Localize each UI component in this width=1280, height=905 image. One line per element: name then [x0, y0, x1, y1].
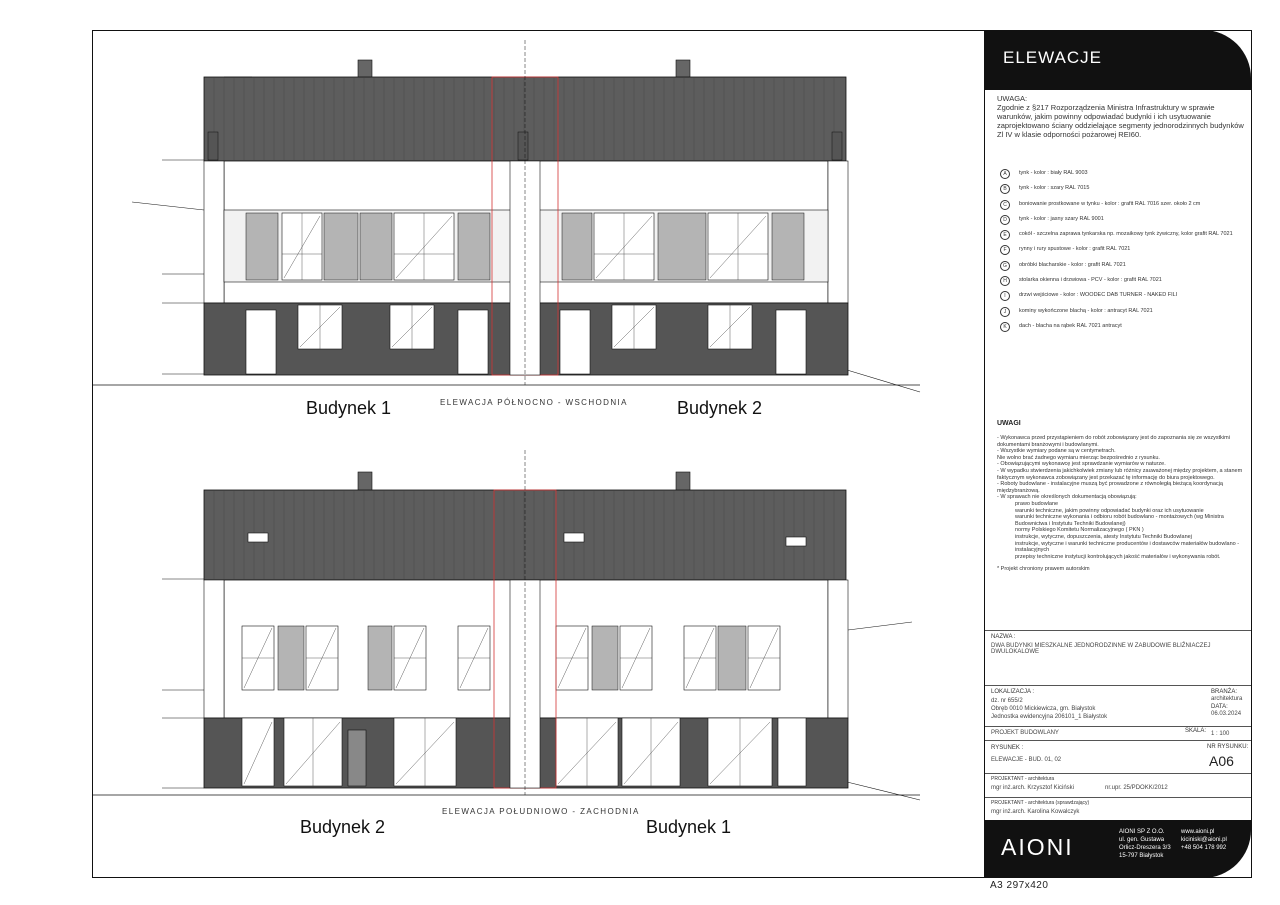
legend-text: cokół - szczelna zaprawa tynkarska np. mozaikowy tynk żywiczny, kolor grafit RAL 7021 — [1019, 231, 1233, 238]
legend-text: tynk - kolor : szary RAL 7015 — [1019, 185, 1090, 192]
note-subitem: przepisy techniczne instytucji kontrolujących jakość materiałów i wykonywania robót. — [1015, 553, 1221, 560]
legend-key: I — [1000, 291, 1010, 301]
elevation-bottom — [92, 450, 920, 800]
info-nazwa — [985, 630, 1251, 685]
lokalizacja-label: LOKALIZACJA : — [991, 689, 1035, 695]
lokalizacja-line: dz. nr 655/2 — [991, 698, 1023, 704]
note-item: - W sprawach nie określonych dokumentacją obowiązują: — [997, 494, 1137, 501]
rysunek-value: ELEWACJE - BUD. 01, 02 — [991, 757, 1062, 763]
legend-key: H — [1000, 276, 1010, 286]
nazwa-value: DWA BUDYNKI MIESZKALNE JEDNORODZINNE W ZABUDOWIE BLIŹNIACZEJ DWULOKALOWE — [991, 643, 1211, 655]
note-item: Nie wolno brać żadnego wymiaru mierząc bezpośrednio z rysunku. — [997, 454, 1160, 461]
copyright-note: * Projekt chroniony prawem autorskim — [997, 566, 1090, 573]
legend-row — [997, 229, 1247, 244]
info-sprawdzajacy — [985, 797, 1251, 820]
note-item: - Obowiązującymi wykonawcę jest sprawdzanie wymiarów w naturze. — [997, 461, 1166, 468]
sheet-title: ELEWACJE — [1003, 48, 1103, 67]
note-subitem: instrukcje, wytyczne i warunki techniczne producentów i dostawców materiałów budowlano - instalacyjnych — [1015, 540, 1240, 554]
legend-key: E — [1000, 230, 1010, 240]
material-legend — [997, 168, 1247, 336]
info-projektant — [985, 773, 1251, 797]
legend-text: stolarka okienna i drzwiowa - PCV - kolor : grafit RAL 7021 — [1019, 277, 1162, 284]
note-subitem: warunki techniczne, jakim powinny odpowiadać budynki oraz ich usytuowanie — [1015, 507, 1204, 514]
note-item: - Wszystkie wymiary podane są w centymetrach. — [997, 448, 1116, 455]
legend-key: F — [1000, 245, 1010, 255]
note-subitem: prawo budowlane — [1015, 500, 1059, 507]
note-item: - Wykonawca przed przystąpieniem do robót zobowiązany jest do zapoznania się ze wszystkimi dokumentami branżowymi i budowlanymi. — [997, 435, 1230, 448]
legend-key: G — [1000, 261, 1010, 271]
note-subitem: instrukcje, wytyczne, dopuszczenia, atesty Instytutu Techniki Budowlanej — [1015, 533, 1192, 540]
company-logo: AIONI — [1001, 834, 1074, 860]
info-projekt — [985, 726, 1251, 740]
legend-key: A — [1000, 169, 1010, 179]
projektant-label: PROJEKTANT - architektura — [991, 776, 1055, 782]
company-address: AIONI SP Z O.O. ul. gen. Gustawa Orlicz-Dreszera 3/3 15-797 Białystok — [1119, 829, 1171, 859]
legend-key: K — [1000, 322, 1010, 332]
legend-key: B — [1000, 184, 1010, 194]
legend-row — [997, 275, 1247, 290]
legend-text: kominy wykończone blachą - kolor : antracyt RAL 7021 — [1019, 307, 1153, 314]
legend-text: boniowanie prostkowane w tynku - kolor : grafit RAL 7016 szer. około 2 cm — [1019, 200, 1201, 207]
projektant-value: mgr inż.arch. Krzysztof Kiciński — [991, 785, 1075, 791]
uwaga-heading: UWAGA: — [997, 94, 1028, 103]
note-subitem: warunki techniczne wykonania i odbioru robót budowlano - montażowych (wg Ministra Budownictwa i Instytutu Techniki Budowlanej) — [1015, 514, 1224, 527]
note-item: - W wypadku stwierdzenia jakichkolwiek zmiany lub różnicy zauważonej między projektem, a stanem faktycznym wykonawca zobowiązany jest przekazać tę informację do biura projektowego. — [997, 467, 1243, 481]
drawing-number: A06 — [1209, 753, 1234, 769]
uwaga-block — [997, 94, 1247, 139]
sprawdzajacy-value: mgr inż.arch. Karolina Kowalczyk — [991, 809, 1080, 815]
legend-text: tynk - kolor : jasny szary RAL 9001 — [1019, 215, 1104, 222]
legend-row — [997, 183, 1247, 198]
data-label: DATA: — [1211, 704, 1228, 710]
sprawdzajacy-label: PROJEKTANT - architektura (sprawdzający) — [991, 800, 1090, 806]
rysunek-label: RYSUNEK : — [991, 745, 1024, 751]
nazwa-label: NAZWA : — [991, 634, 1016, 640]
branza-value: architektura — [1211, 696, 1243, 702]
lokalizacja-line: Jednostka ewidencyjna 206101_1 Białystok — [991, 714, 1108, 720]
company-footer — [985, 820, 1251, 878]
elevation-top-title: ELEWACJA PÓŁNOCNO - WSCHODNIA — [440, 398, 628, 407]
title-header — [985, 30, 1251, 90]
sheet-size: A3 297x420 — [990, 880, 1049, 891]
legend-row — [997, 260, 1247, 275]
elevation-bottom-title: ELEWACJA POŁUDNIOWO - ZACHODNIA — [442, 807, 640, 816]
notes-heading: UWAGI — [997, 420, 1021, 427]
legend-row — [997, 244, 1247, 259]
company-contact: www.aioni.pl kiciniski@aioni.pl +48 504 178 992 — [1181, 829, 1227, 851]
lokalizacja-line: Obręb 0010 Mickiewicza, gm. Białystok — [991, 706, 1096, 712]
legend-row — [997, 168, 1247, 183]
drawing-area — [92, 30, 984, 878]
data-value: 06.03.2024 — [1211, 711, 1242, 717]
info-rysunek — [985, 740, 1251, 773]
projekt-value: PROJEKT BUDOWLANY — [991, 730, 1059, 736]
legend-key: D — [1000, 215, 1010, 225]
legend-text: obróbki blacharskie - kolor : grafit RAL 7021 — [1019, 261, 1126, 268]
info-lokalizacja — [985, 685, 1251, 726]
legend-text: rynny i rury spustowe - kolor : grafit RAL 7021 — [1019, 246, 1131, 253]
note-subitem: normy Polskiego Komitetu Normalizacyjnego ( PKN ) — [1015, 527, 1144, 534]
note-item: - Roboty budowlane - instalacyjne muszą być prowadzone z równoległą bieżącą koordynacją międzybranżową. — [997, 481, 1223, 494]
notes-list — [997, 435, 1243, 573]
title-block — [984, 30, 1252, 878]
legend-text: drzwi wejściowe - kolor : WOODEC DAB TURNER - NAKED FILI — [1019, 292, 1178, 299]
elevations-drawing — [92, 30, 984, 878]
elevation-top — [92, 40, 920, 392]
nr-label: NR RYSUNKU: — [1207, 744, 1249, 750]
legend-text: tynk - kolor : biały RAL 9003 — [1019, 170, 1088, 176]
caption-top-left: Budynek 1 — [306, 398, 392, 418]
legend-row — [997, 306, 1247, 321]
branza-label: BRANŻA: — [1211, 689, 1238, 695]
skala-label: SKALA: — [1185, 728, 1207, 734]
legend-row — [997, 199, 1247, 214]
legend-row — [997, 214, 1247, 229]
legend-key: J — [1000, 307, 1010, 317]
caption-bottom-right: Budynek 1 — [646, 817, 732, 837]
uprawnienia-value: nr.upr. 25/PDOKK/2012 — [1105, 785, 1168, 791]
skala-value: 1 : 100 — [1211, 731, 1230, 737]
caption-top-right: Budynek 2 — [677, 398, 763, 418]
legend-row — [997, 290, 1247, 305]
uwaga-text: Zgodnie z §217 Rozporządzenia Ministra Infrastruktury w sprawie warunków, jakim powinny odpowiadać budynki i ich usytuowanie zaprojektowano ściany oddzielające segmenty jednorodzinnych budynków Zl IV w klasie odporności pożarowej REI60. — [997, 103, 1244, 139]
legend-text: dach - blacha na rąbek RAL 7021 antracyt — [1019, 322, 1122, 329]
caption-bottom-left: Budynek 2 — [300, 817, 386, 837]
legend-row — [997, 321, 1247, 336]
legend-key: C — [1000, 200, 1010, 210]
